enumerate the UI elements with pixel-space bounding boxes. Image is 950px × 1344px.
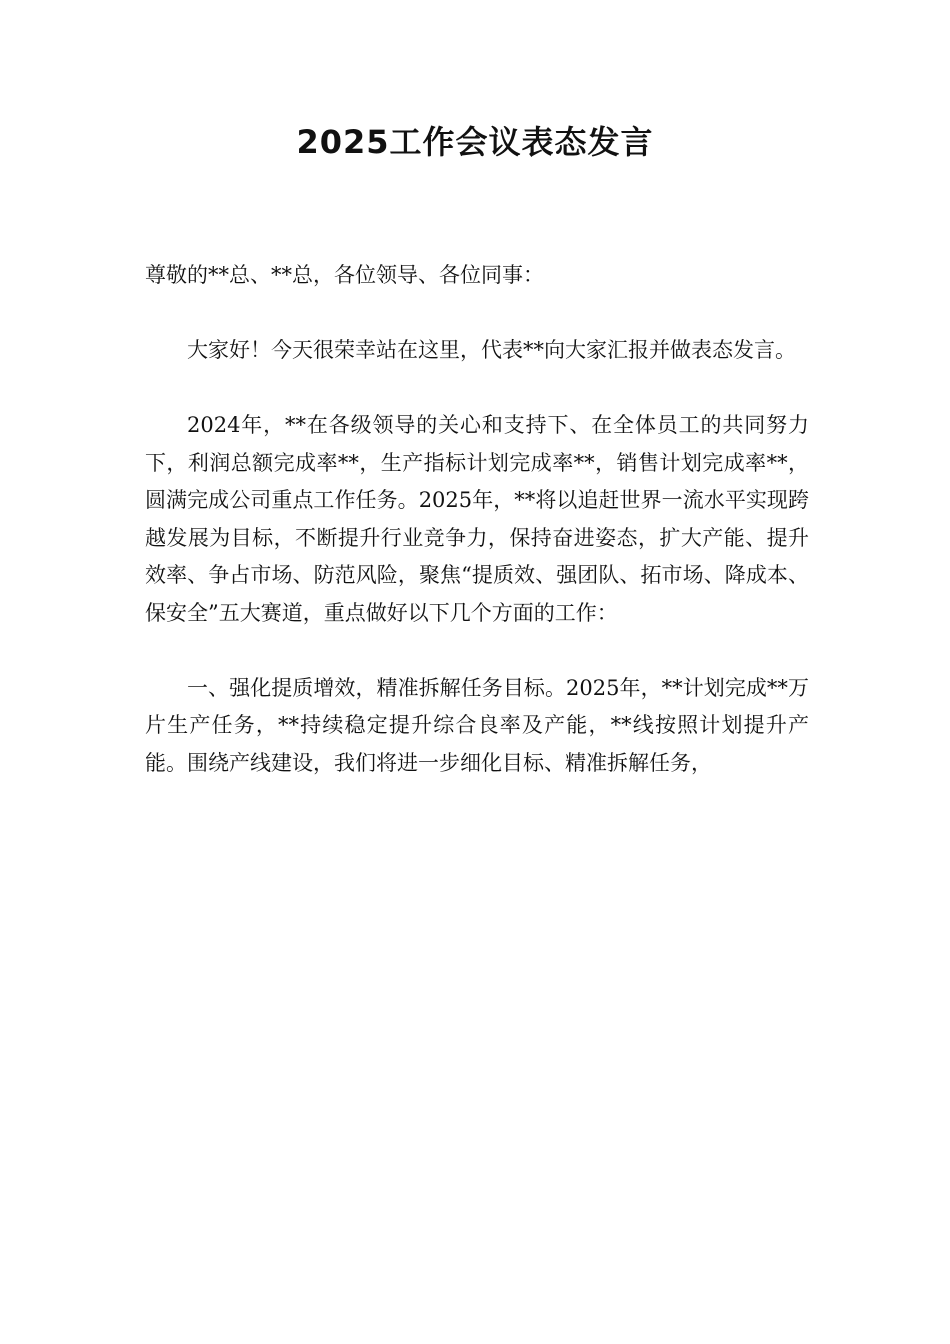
paragraph-review-and-plan: 2024年，**在各级领导的关心和支持下、在全体员工的共同努力下，利润总额完成率**，生产指标计划完成率**，销售计划完成率**，圆满完成公司重点工作任务。2025年，**将以追赶世界一流水平实现跨越发展为目标，不断提升行业竞争力，保持奋进姿态，扩大产能、提升效率、争占市场、防范风险，聚焦“提质效、强团队、拓市场、降成本、保安全”五大赛道，重点做好以下几个方面的工作： bbox=[145, 413, 809, 625]
paragraph-section-one: 一、强化提质增效，精准拆解任务目标。2025年，**计划完成**万片生产任务，**持续稳定提升综合良率及产能，**线按照计划提升产能。围绕产线建设，我们将进一步细化目标、精准拆解任务， bbox=[145, 675, 809, 775]
salutation-line: 尊敬的**总、**总，各位领导、各位同事： bbox=[145, 263, 544, 287]
document-body bbox=[145, 257, 809, 820]
document-title: 2025工作会议表态发言 bbox=[296, 123, 654, 161]
paragraph-greeting: 大家好！今天很荣幸站在这里，代表**向大家汇报并做表态发言。 bbox=[187, 338, 796, 362]
